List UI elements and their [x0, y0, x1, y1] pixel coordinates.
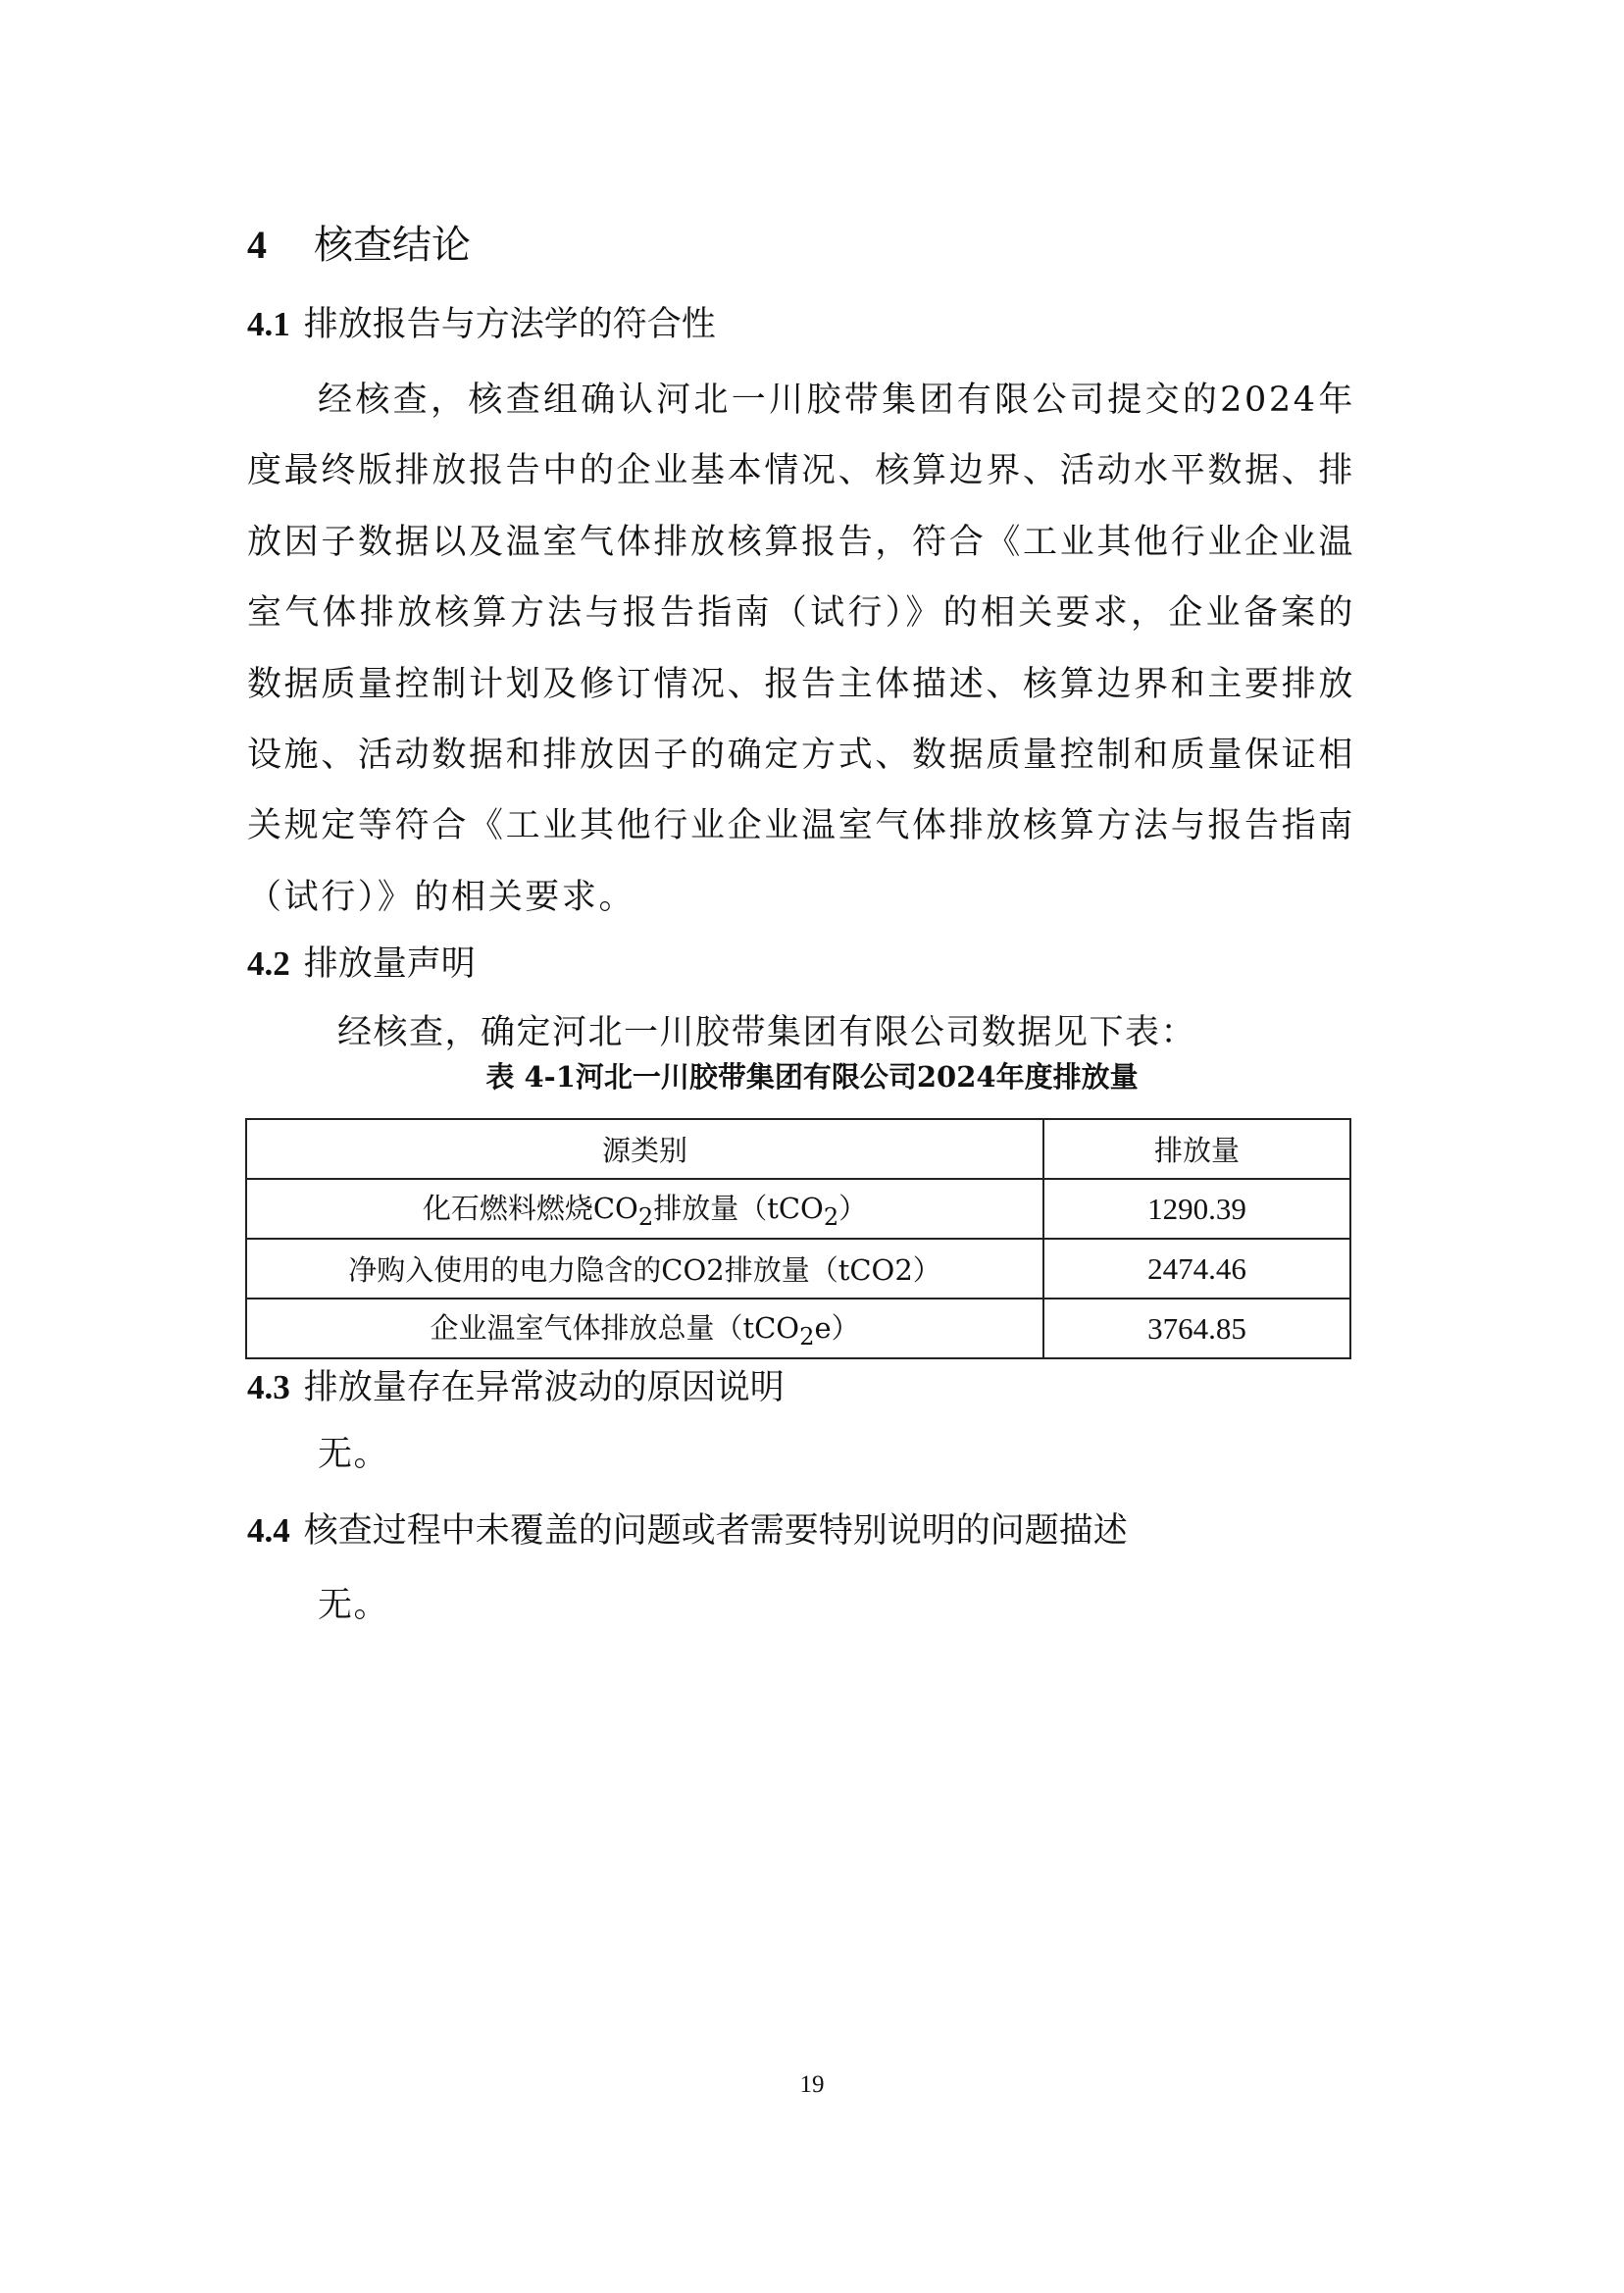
section-4-1-heading — [247, 300, 716, 349]
section-4-title: 核查结论 — [314, 223, 471, 268]
table-cell-value: 1290.39 — [1043, 1179, 1350, 1239]
table-cell-value: 3764.85 — [1043, 1299, 1350, 1358]
section-4-3-title: 排放量存在异常波动的原因说明 — [303, 1368, 785, 1407]
section-4-1-title: 排放报告与方法学的符合性 — [303, 305, 716, 344]
table-cell-source: 化石燃料燃烧$CO_2$排放量（tCO$_2$） — [246, 1179, 1043, 1239]
section-4-2-body: 经核查，确定河北一川胶带集团有限公司数据见下表： — [337, 1013, 1197, 1052]
table-cell-value: 2474.46 — [1043, 1239, 1350, 1299]
section-4-2-heading — [247, 940, 476, 989]
table-caption: 表 4-1河北一川胶带集团有限公司2024年度排放量 — [485, 1060, 1139, 1094]
section-4-3-number: 4.3 — [247, 1368, 290, 1406]
table-header-emission: 排放量 — [1043, 1119, 1350, 1179]
table-row — [246, 1299, 1350, 1358]
section-4-1-number: 4.1 — [247, 305, 290, 343]
section-4-2-number: 4.2 — [247, 944, 290, 983]
section-4-3-heading — [247, 1363, 785, 1412]
table-header-row — [246, 1119, 1350, 1179]
emissions-table — [245, 1118, 1351, 1359]
table-row — [246, 1239, 1350, 1299]
table-header-source: 源类别 — [246, 1119, 1043, 1179]
section-4-4-heading — [247, 1506, 1128, 1555]
section-4-3-body: 无。 — [318, 1435, 390, 1474]
table-cell-source: 净购入使用的电力隐含的CO2排放量（tCO2） — [246, 1239, 1043, 1299]
section-4-4-number: 4.4 — [247, 1511, 290, 1550]
page-number: 19 — [799, 2071, 825, 2098]
table-row — [246, 1179, 1350, 1239]
table-cell-source: 企业温室气体排放总量（tCO$_2$e） — [246, 1299, 1043, 1358]
section-4-heading — [247, 218, 471, 273]
section-4-2-title: 排放量声明 — [303, 944, 476, 984]
section-4-1-body: 经核查，核查组确认河北一川胶带集团有限公司提交的2024年度最终版排放报告中的企业基本情况、核算边界、活动水平数据、排放因子数据以及温室气体排放核算报告，符合《工业其他行业企业温室气体排放核算方法与报告指南（试行）》的相关要求，企业备案的数据质量控制计划及修订情况、报告主体描述、核算边界和主要排放设施、活动数据和排放因子的确定方式、数据质量控制和质量保证相关规定等符合《工业其他行业企业温室气体排放核算方法与报告指南（试行）》的相关要求。 — [247, 381, 1355, 917]
section-4-4-body: 无。 — [318, 1586, 390, 1625]
section-4-4-title: 核查过程中未覆盖的问题或者需要特别说明的问题描述 — [303, 1511, 1128, 1551]
section-4-number: 4 — [247, 223, 267, 267]
